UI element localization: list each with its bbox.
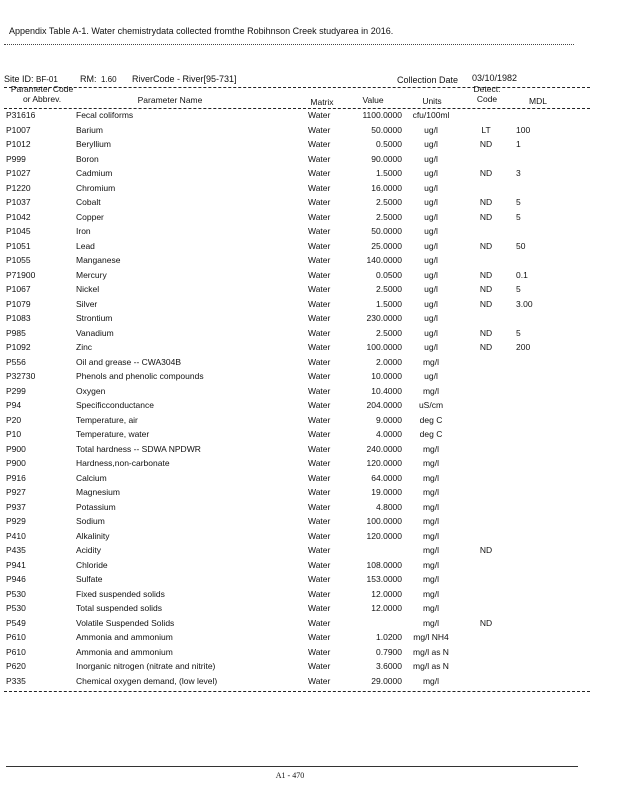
cell-matrix: Water bbox=[308, 356, 331, 367]
table-row bbox=[0, 676, 618, 691]
cell-value: 9.0000 bbox=[376, 414, 402, 425]
cell-matrix: Water bbox=[308, 472, 331, 483]
cell-units: deg C bbox=[419, 429, 443, 439]
cell-param-name: Zinc bbox=[76, 342, 93, 352]
cell-param-name: Magnesium bbox=[76, 487, 120, 497]
cell-param-name: Hardness,non-carbonate bbox=[76, 458, 170, 468]
cell-units: mg/l NH4 bbox=[413, 632, 449, 642]
cell-value: 12.0000 bbox=[371, 588, 402, 599]
cell-param-code: P94 bbox=[6, 400, 22, 410]
cell-param-code: P530 bbox=[6, 603, 26, 613]
table-row bbox=[0, 661, 618, 676]
cell-matrix: Water bbox=[308, 110, 331, 120]
table-row bbox=[0, 545, 618, 560]
cell-param-code: P299 bbox=[6, 385, 26, 396]
rm-value: 1.60 bbox=[101, 75, 117, 84]
river-code: RiverCode - River[95-731] bbox=[132, 74, 237, 84]
cell-detect-code: ND bbox=[479, 342, 493, 352]
cell-mdl: 5 bbox=[516, 327, 521, 338]
cell-value: 1.5000 bbox=[376, 298, 402, 309]
cell-matrix: Water bbox=[308, 458, 331, 468]
col-detect-header bbox=[468, 84, 506, 104]
cell-value: 19.0000 bbox=[371, 487, 402, 497]
cell-param-name: Silver bbox=[76, 298, 98, 309]
cell-units: ug/l bbox=[424, 313, 438, 323]
cell-value: 100.0000 bbox=[366, 342, 402, 352]
cell-value: 4.0000 bbox=[376, 429, 402, 439]
table-row bbox=[0, 386, 618, 401]
table-row bbox=[0, 197, 618, 212]
footer-rule bbox=[6, 766, 578, 767]
cell-units: mg/l bbox=[422, 675, 440, 686]
cell-param-code: P1051 bbox=[6, 240, 31, 251]
cell-mdl: 3 bbox=[516, 168, 521, 178]
cell-matrix: Water bbox=[308, 313, 331, 323]
cell-param-code: P556 bbox=[6, 356, 26, 367]
cell-param-name: Fecal coliforms bbox=[76, 110, 134, 120]
cell-matrix: Water bbox=[308, 516, 331, 526]
cell-detect-code: ND bbox=[479, 327, 493, 338]
cell-value: 25.0000 bbox=[371, 240, 402, 251]
cell-value: 140.0000 bbox=[366, 255, 402, 265]
cell-units: mg/l bbox=[422, 603, 440, 613]
table-row bbox=[0, 110, 618, 125]
collection-date-label: Collection Date bbox=[397, 75, 459, 85]
cell-value: 50.0000 bbox=[371, 124, 402, 135]
cell-param-code: P71900 bbox=[6, 269, 36, 280]
cell-value: 0.0500 bbox=[376, 269, 402, 280]
table-row bbox=[0, 647, 618, 662]
cell-param-code: P610 bbox=[6, 646, 26, 657]
page-number: A1 - 470 bbox=[275, 771, 305, 780]
table-row bbox=[0, 241, 618, 256]
cell-detect-code: ND bbox=[479, 298, 493, 309]
cell-matrix: Water bbox=[308, 400, 331, 410]
cell-matrix: Water bbox=[308, 661, 331, 671]
cell-value: 64.0000 bbox=[371, 472, 402, 483]
table-row bbox=[0, 226, 618, 241]
cell-value: 240.0000 bbox=[366, 443, 402, 454]
cell-units: ug/l bbox=[424, 182, 438, 193]
cell-param-code: P900 bbox=[6, 458, 26, 468]
cell-value: 0.5000 bbox=[376, 139, 402, 149]
cell-param-code: P549 bbox=[6, 617, 26, 628]
cell-value: 2.5000 bbox=[376, 284, 402, 294]
cell-matrix: Water bbox=[308, 168, 331, 178]
cell-param-name: Fixed suspended solids bbox=[76, 588, 165, 599]
cell-param-name: Lead bbox=[76, 240, 95, 251]
table-row bbox=[0, 212, 618, 227]
cell-matrix: Water bbox=[308, 226, 331, 236]
table-row bbox=[0, 415, 618, 430]
cell-detect-code: ND bbox=[479, 284, 493, 294]
cell-detect-code: ND bbox=[479, 269, 493, 280]
cell-mdl: 0.1 bbox=[516, 269, 528, 280]
table-row bbox=[0, 270, 618, 285]
cell-param-code: P1067 bbox=[6, 284, 31, 294]
table-row bbox=[0, 603, 618, 618]
cell-param-name: Total hardness -- SDWA NPDWR bbox=[76, 443, 201, 454]
cell-matrix: Water bbox=[308, 298, 331, 309]
cell-units: ug/l bbox=[424, 124, 438, 135]
cell-matrix: Water bbox=[308, 487, 331, 497]
table-row bbox=[0, 168, 618, 183]
cell-param-code: P1007 bbox=[6, 124, 31, 135]
cell-param-code: P946 bbox=[6, 574, 26, 584]
cell-param-code: P900 bbox=[6, 443, 26, 454]
cell-param-code: P1012 bbox=[6, 139, 31, 149]
cell-units: mg/l bbox=[422, 530, 440, 541]
cell-units: uS/cm bbox=[418, 400, 444, 410]
cell-matrix: Water bbox=[308, 139, 331, 149]
cell-units: mg/l bbox=[422, 385, 440, 396]
cell-units: mg/l bbox=[422, 574, 440, 584]
cell-value: 10.4000 bbox=[371, 385, 402, 396]
cell-matrix: Water bbox=[308, 385, 331, 396]
cell-detect-code: ND bbox=[479, 211, 493, 222]
cell-param-code: P32730 bbox=[6, 371, 36, 381]
cell-units: ug/l bbox=[424, 342, 438, 352]
cell-param-name: Manganese bbox=[76, 255, 121, 265]
table-row bbox=[0, 560, 618, 575]
cell-param-code: P335 bbox=[6, 675, 26, 686]
cell-units: mg/l bbox=[422, 487, 440, 497]
cell-param-name: Specificconductance bbox=[76, 400, 154, 410]
cell-param-name: Calcium bbox=[76, 472, 107, 483]
cell-units: mg/l as N bbox=[413, 646, 449, 657]
cell-param-code: P999 bbox=[6, 153, 26, 164]
table-row bbox=[0, 429, 618, 444]
cell-detect-code: LT bbox=[481, 124, 491, 135]
cell-mdl: 5 bbox=[516, 211, 521, 222]
cell-param-code: P410 bbox=[6, 530, 26, 541]
cell-param-code: P20 bbox=[6, 414, 22, 425]
cell-units: mg/l bbox=[422, 356, 440, 367]
cell-param-code: P31616 bbox=[6, 110, 36, 120]
table-row bbox=[0, 139, 618, 154]
cell-value: 90.0000 bbox=[371, 153, 402, 164]
col-code-header bbox=[4, 84, 80, 104]
cell-value: 10.0000 bbox=[371, 371, 402, 381]
cell-value: 16.0000 bbox=[371, 182, 402, 193]
cell-detect-code: ND bbox=[479, 240, 493, 251]
cell-value: 2.0000 bbox=[376, 356, 402, 367]
cell-matrix: Water bbox=[308, 603, 331, 613]
cell-units: mg/l bbox=[422, 472, 440, 483]
cell-value: 29.0000 bbox=[371, 675, 402, 686]
cell-param-name: Vanadium bbox=[76, 327, 114, 338]
cell-mdl: 1 bbox=[516, 139, 521, 149]
cell-matrix: Water bbox=[308, 240, 331, 251]
cell-matrix: Water bbox=[308, 124, 331, 135]
table-row bbox=[0, 357, 618, 372]
cell-detect-code: ND bbox=[479, 168, 493, 178]
table-row bbox=[0, 473, 618, 488]
table-row bbox=[0, 255, 618, 270]
cell-units: ug/l bbox=[424, 168, 438, 178]
col-code-line1: Parameter Code bbox=[10, 84, 74, 94]
table-row bbox=[0, 618, 618, 633]
cell-mdl: 5 bbox=[516, 197, 521, 207]
cell-units: ug/l bbox=[424, 211, 438, 222]
cell-param-name: Cadmium bbox=[76, 168, 113, 178]
cell-value: 1100.0000 bbox=[362, 110, 402, 120]
cell-param-code: P1092 bbox=[6, 342, 31, 352]
cell-matrix: Water bbox=[308, 182, 331, 193]
cell-value: 1.0200 bbox=[376, 632, 402, 642]
table-row bbox=[0, 589, 618, 604]
cell-matrix: Water bbox=[308, 429, 331, 439]
cell-param-code: P985 bbox=[6, 327, 26, 338]
table-row bbox=[0, 183, 618, 198]
cell-detect-code: ND bbox=[479, 139, 493, 149]
cell-matrix: Water bbox=[308, 153, 331, 164]
cell-param-code: P1083 bbox=[6, 313, 31, 323]
cell-param-code: P929 bbox=[6, 516, 26, 526]
cell-param-code: P937 bbox=[6, 501, 26, 512]
cell-matrix: Water bbox=[308, 197, 331, 207]
cell-matrix: Water bbox=[308, 588, 331, 599]
cell-value: 0.7900 bbox=[376, 646, 402, 657]
cell-units: mg/l bbox=[422, 458, 440, 468]
cell-param-name: Temperature, air bbox=[76, 414, 138, 425]
cell-matrix: Water bbox=[308, 617, 331, 628]
col-mdl-header: MDL bbox=[529, 96, 547, 106]
cell-mdl: 100 bbox=[516, 124, 531, 135]
col-name-header: Parameter Name bbox=[137, 95, 203, 105]
cell-param-name: Temperature, water bbox=[76, 429, 150, 439]
table-row bbox=[0, 299, 618, 314]
cell-param-code: P927 bbox=[6, 487, 26, 497]
cell-param-code: P916 bbox=[6, 472, 26, 483]
cell-value: 204.0000 bbox=[366, 400, 402, 410]
cell-param-name: Volatile Suspended Solids bbox=[76, 617, 175, 628]
cell-units: mg/l bbox=[422, 443, 440, 454]
cell-param-name: Sulfate bbox=[76, 574, 103, 584]
cell-param-code: P1045 bbox=[6, 226, 31, 236]
cell-param-name: Boron bbox=[76, 153, 99, 164]
cell-units: ug/l bbox=[424, 226, 438, 236]
cell-units: mg/l bbox=[422, 559, 440, 570]
cell-matrix: Water bbox=[308, 255, 331, 265]
cell-units: mg/l as N bbox=[413, 661, 449, 671]
rm-label: RM: bbox=[80, 74, 97, 84]
cell-matrix: Water bbox=[308, 545, 331, 555]
col-detect-line2: Code bbox=[476, 94, 498, 104]
cell-param-name: Inorganic nitrogen (nitrate and nitrite) bbox=[76, 661, 216, 671]
table-row bbox=[0, 574, 618, 589]
cell-value: 153.0000 bbox=[366, 574, 402, 584]
cell-value: 2.5000 bbox=[376, 211, 402, 222]
cell-mdl: 5 bbox=[516, 284, 521, 294]
cell-param-name: Sodium bbox=[76, 516, 105, 526]
header-bottom-rule bbox=[4, 108, 590, 109]
cell-units: mg/l bbox=[422, 588, 440, 599]
table-title: Appendix Table A-1. Water chemistrydata collected fromthe Robihnson Creek studyarea in 2016. bbox=[9, 26, 394, 36]
col-value-header: Value bbox=[362, 95, 384, 105]
table-row bbox=[0, 284, 618, 299]
table-row bbox=[0, 154, 618, 169]
cell-value: 12.0000 bbox=[371, 603, 402, 613]
title-divider bbox=[4, 44, 574, 45]
cell-units: ug/l bbox=[424, 197, 438, 207]
cell-param-code: P1037 bbox=[6, 197, 31, 207]
cell-param-name: Acidity bbox=[76, 545, 102, 555]
table-row bbox=[0, 458, 618, 473]
cell-units: ug/l bbox=[424, 284, 438, 294]
col-code-line2: or Abbrev. bbox=[22, 94, 62, 104]
cell-param-name: Cobalt bbox=[76, 197, 101, 207]
cell-matrix: Water bbox=[308, 284, 331, 294]
cell-value: 2.5000 bbox=[376, 197, 402, 207]
cell-matrix: Water bbox=[308, 327, 331, 338]
cell-param-name: Chloride bbox=[76, 559, 108, 570]
table-row bbox=[0, 125, 618, 140]
cell-units: ug/l bbox=[424, 298, 438, 309]
cell-param-name: Chromium bbox=[76, 182, 116, 193]
cell-units: mg/l bbox=[422, 516, 440, 526]
cell-param-name: Oxygen bbox=[76, 385, 106, 396]
cell-param-name: Ammonia and ammonium bbox=[76, 646, 173, 657]
cell-units: ug/l bbox=[424, 327, 438, 338]
cell-value: 120.0000 bbox=[366, 530, 402, 541]
cell-matrix: Water bbox=[308, 530, 331, 541]
cell-param-code: P435 bbox=[6, 545, 26, 555]
cell-param-code: P610 bbox=[6, 632, 26, 642]
cell-param-code: P1042 bbox=[6, 211, 31, 222]
table-row bbox=[0, 444, 618, 459]
col-units-header: Units bbox=[422, 96, 442, 106]
cell-mdl: 50 bbox=[516, 240, 526, 251]
cell-matrix: Water bbox=[308, 559, 331, 570]
cell-param-name: Chemical oxygen demand, (low level) bbox=[76, 675, 218, 686]
cell-value: 120.0000 bbox=[366, 458, 402, 468]
cell-param-name: Strontium bbox=[76, 313, 113, 323]
table-row bbox=[0, 313, 618, 328]
cell-units: mg/l bbox=[422, 545, 440, 555]
cell-param-code: P620 bbox=[6, 661, 26, 671]
table-row bbox=[0, 371, 618, 386]
cell-detect-code: ND bbox=[479, 617, 493, 628]
cell-param-name: Iron bbox=[76, 226, 91, 236]
table-row bbox=[0, 632, 618, 647]
cell-param-code: P1079 bbox=[6, 298, 31, 309]
cell-value: 2.5000 bbox=[376, 327, 402, 338]
cell-param-code: P1055 bbox=[6, 255, 31, 265]
cell-matrix: Water bbox=[308, 211, 331, 222]
cell-value: 4.8000 bbox=[376, 501, 402, 512]
table-row bbox=[0, 400, 618, 415]
cell-matrix: Water bbox=[308, 646, 331, 657]
cell-param-name: Alkalinity bbox=[76, 530, 110, 541]
cell-value: 50.0000 bbox=[371, 226, 402, 236]
cell-matrix: Water bbox=[308, 501, 331, 512]
cell-param-name: Phenols and phenolic compounds bbox=[76, 371, 204, 381]
site-id-value: BF-01 bbox=[36, 75, 58, 84]
cell-param-code: P530 bbox=[6, 588, 26, 599]
cell-param-name: Copper bbox=[76, 211, 104, 222]
cell-mdl: 3.00 bbox=[516, 298, 533, 309]
table-row bbox=[0, 516, 618, 531]
cell-param-code: P10 bbox=[6, 429, 22, 439]
cell-mdl: 200 bbox=[516, 342, 531, 352]
cell-detect-code: ND bbox=[479, 545, 493, 555]
cell-matrix: Water bbox=[308, 632, 331, 642]
cell-units: deg C bbox=[419, 414, 443, 425]
cell-matrix: Water bbox=[308, 414, 331, 425]
cell-param-name: Ammonia and ammonium bbox=[76, 632, 173, 642]
cell-units: ug/l bbox=[424, 269, 438, 280]
cell-units: ug/l bbox=[424, 139, 438, 149]
cell-units: ug/l bbox=[424, 255, 438, 265]
cell-units: mg/l bbox=[422, 501, 440, 512]
cell-matrix: Water bbox=[308, 269, 331, 280]
cell-param-name: Barium bbox=[76, 124, 103, 135]
cell-matrix: Water bbox=[308, 443, 331, 454]
table-row bbox=[0, 328, 618, 343]
cell-param-name: Beryllium bbox=[76, 139, 111, 149]
cell-value: 1.5000 bbox=[376, 168, 402, 178]
table-row bbox=[0, 502, 618, 517]
table-row bbox=[0, 531, 618, 546]
cell-param-name: Oil and grease -- CWA304B bbox=[76, 356, 182, 367]
table-end-rule bbox=[4, 691, 590, 692]
col-detect-line1: Detect. bbox=[473, 84, 501, 94]
cell-param-name: Nickel bbox=[76, 284, 100, 294]
cell-param-code: P1220 bbox=[6, 182, 31, 193]
table-row bbox=[0, 342, 618, 357]
cell-matrix: Water bbox=[308, 371, 331, 381]
cell-param-name: Potassium bbox=[76, 501, 116, 512]
cell-value: 230.0000 bbox=[366, 313, 402, 323]
table-row bbox=[0, 487, 618, 502]
cell-value: 3.6000 bbox=[376, 661, 402, 671]
collection-date-value: 03/10/1982 bbox=[472, 73, 518, 83]
cell-matrix: Water bbox=[308, 342, 331, 352]
cell-units: ug/l bbox=[424, 153, 438, 164]
cell-param-code: P941 bbox=[6, 559, 26, 570]
cell-matrix: Water bbox=[308, 574, 331, 584]
cell-units: mg/l bbox=[422, 617, 440, 628]
cell-param-name: Mercury bbox=[76, 269, 107, 280]
cell-units: ug/l bbox=[424, 240, 438, 251]
cell-value: 100.0000 bbox=[366, 516, 402, 526]
cell-value: 108.0000 bbox=[366, 559, 402, 570]
cell-detect-code: ND bbox=[479, 197, 493, 207]
cell-units: cfu/100ml bbox=[412, 110, 450, 120]
cell-param-code: P1027 bbox=[6, 168, 31, 178]
cell-units: ug/l bbox=[424, 371, 438, 381]
cell-matrix: Water bbox=[308, 675, 331, 686]
site-id-label: Site ID: bbox=[4, 74, 34, 84]
col-matrix-header: Matrix bbox=[310, 97, 334, 107]
cell-param-name: Total suspended solids bbox=[76, 603, 163, 613]
